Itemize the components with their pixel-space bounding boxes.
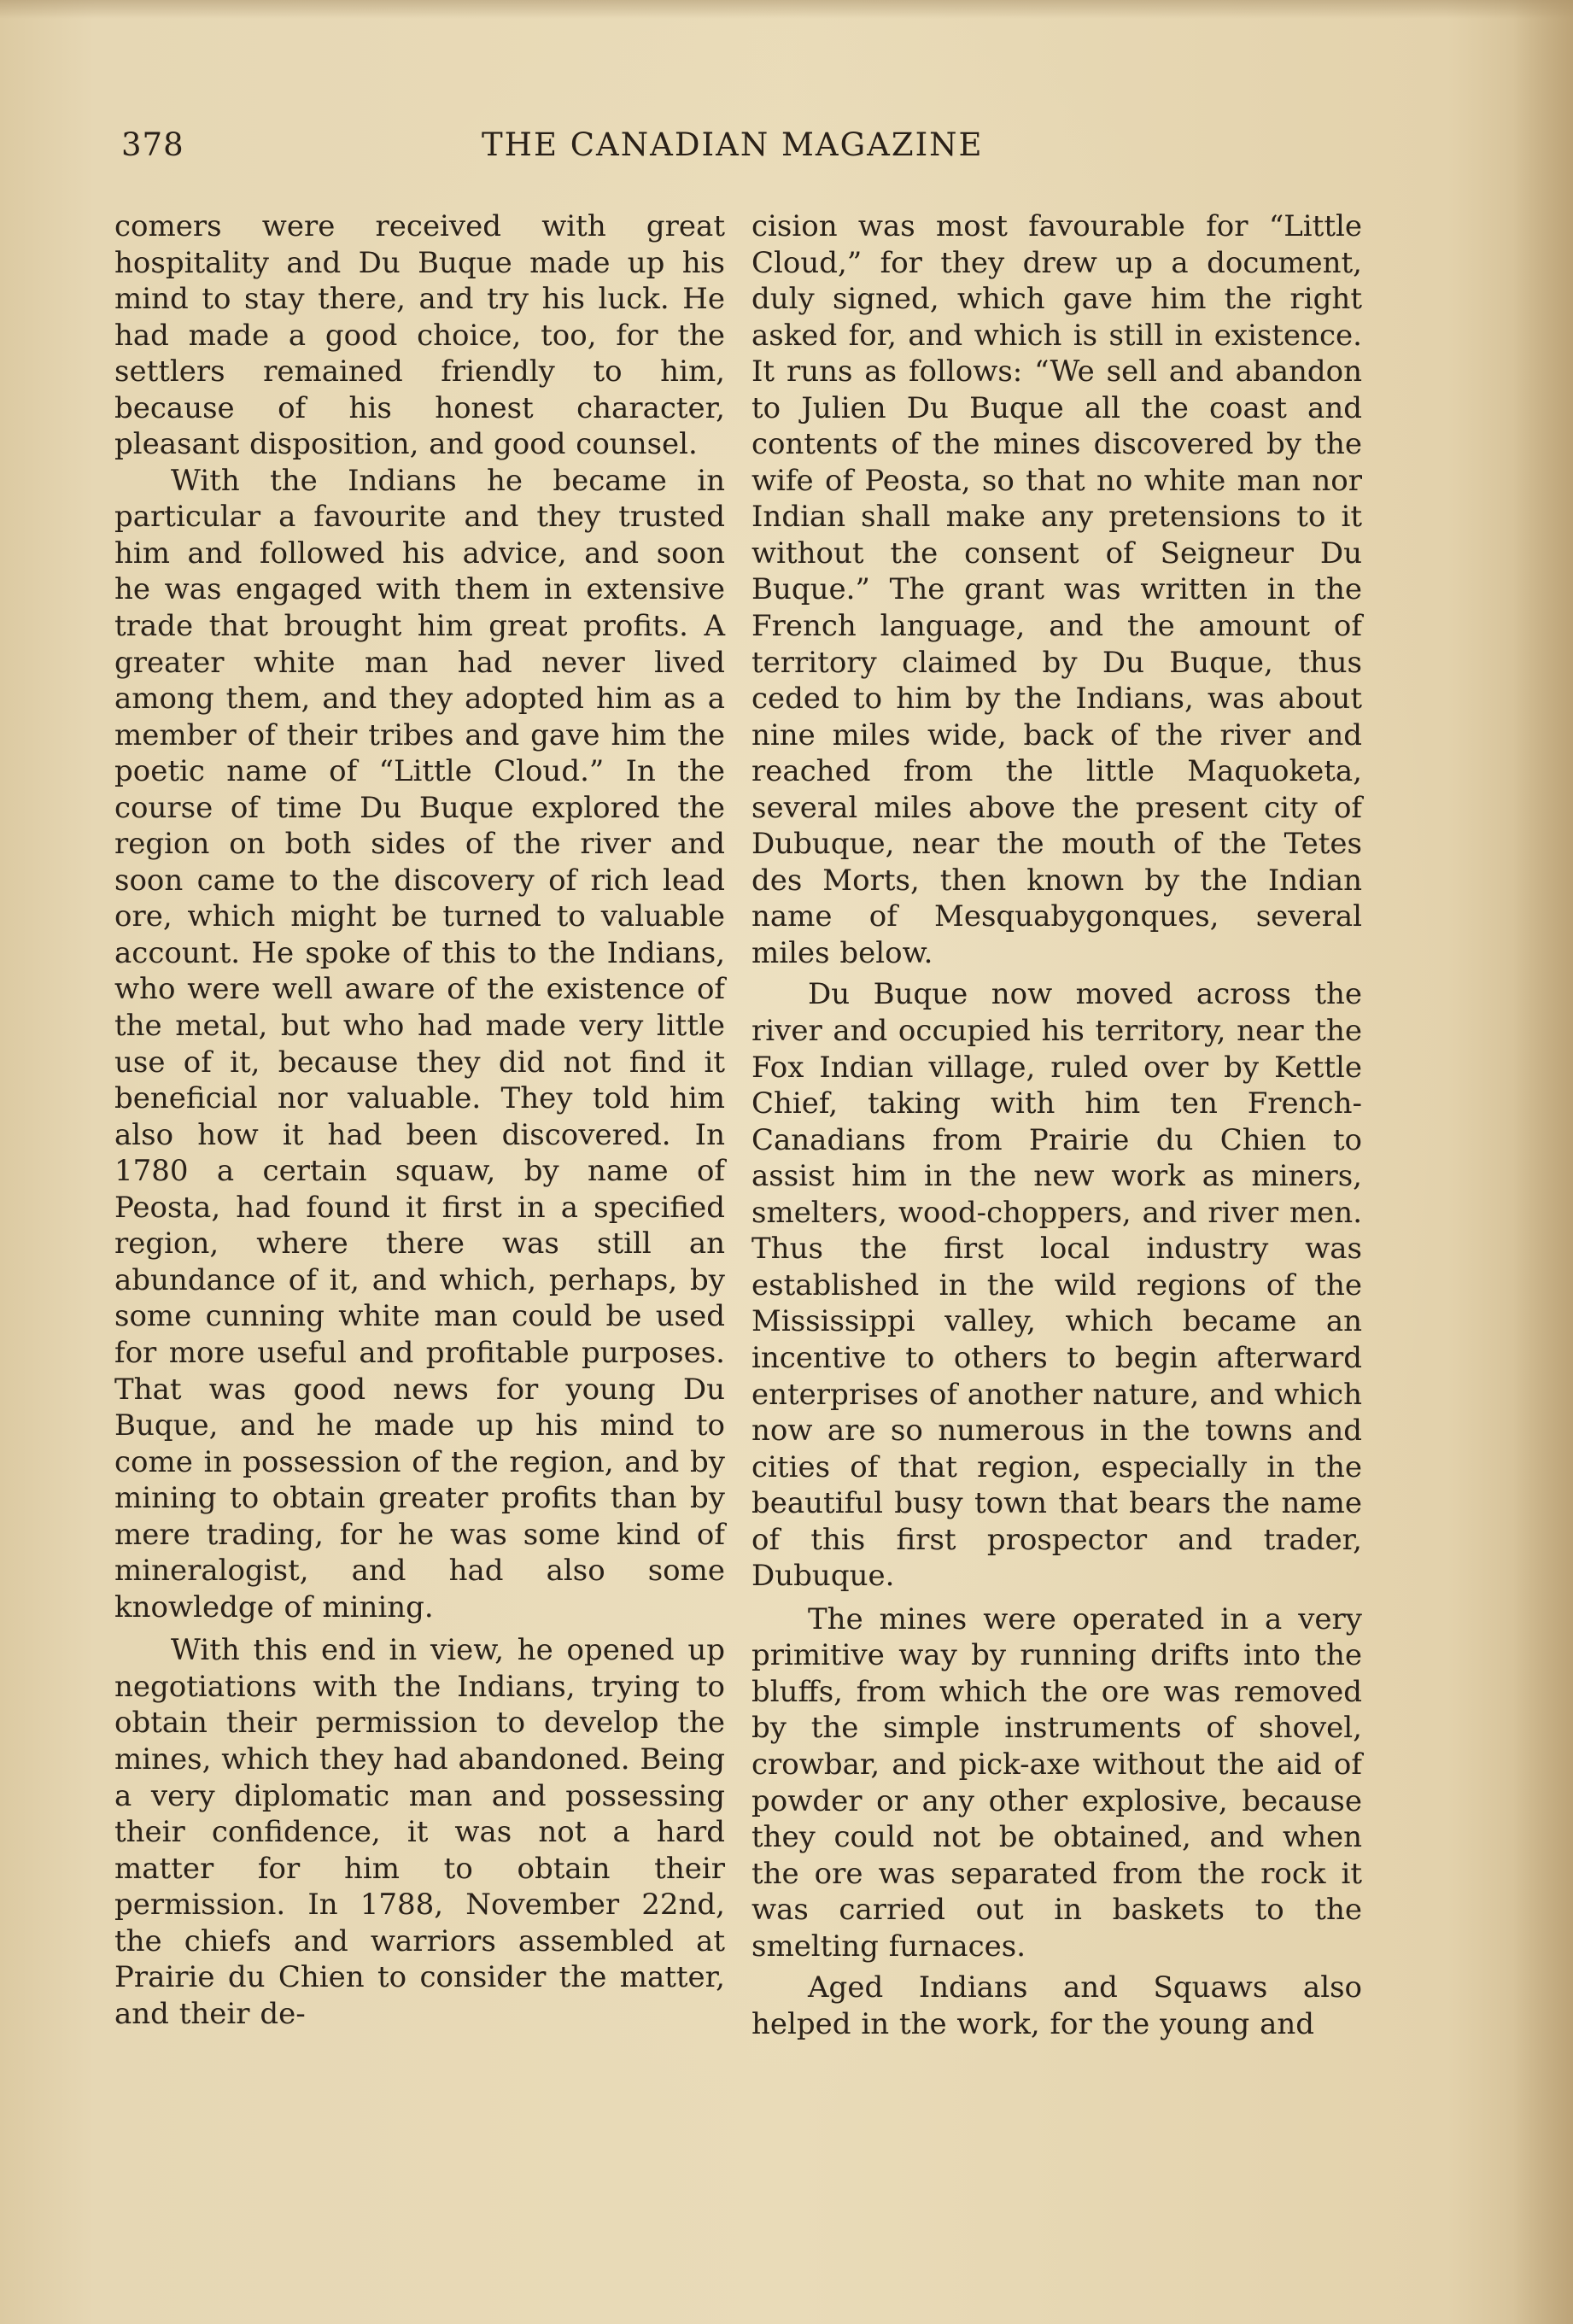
paragraph-negotiations: With this end in view, he opened up negotiations with the Indians, trying to obtain their permission to develop the mines, which they had abandoned. Being a very diplomatic man and possessing their confidence, it was not a hard matter for him to obtain their permission. In 1788, November 22nd, the chiefs and warriors assembled at Prairie du Chien to consider the matter, and their de- [114, 1633, 725, 2031]
page-number: 378 [121, 126, 184, 163]
running-head [0, 123, 1573, 167]
paragraph-continued: comers were received with great hospitality and Du Buque made up his mind to stay there, and try his luck. He had made a good choice, too, for the settlers remained friendly to him, because of his honest character, pleasant disposition, and good counsel. [114, 209, 725, 462]
paragraph-aged-indians: Aged Indians and Squaws also helped in the work, for the young and [751, 1970, 1362, 2041]
paragraph-indians: With the Indians he became in particular a favourite and they trusted him and followed his advice, and soon he was engaged with them in extensive trade that brought him great profits. A greater white man had never lived among them, and they adopted him as a member of their tribes and gave him the poetic name of “Little Cloud.” In the course of time Du Buque explored the region on both sides of the river and soon came to the discovery of rich lead ore, which might be turned to valuable account. He spoke of this to the Indians, who were well aware of the existence of the metal, but who had made very little use of it, because they did not find it beneficial nor valuable. They told him also how it had been discovered. In 1780 a certain squaw, by name of Peosta, had found it first in a specified region, where there was still an abundance of it, and which, perhaps, by some cunning white man could be used for more useful and profitable purposes. That was good news for young Du Buque, and he made up his mind to come in possession of the region, and by mining to obtain greater profits than by mere trading, for he was some kind of mineralogist, and had also some knowledge of mining. [114, 463, 725, 1624]
paragraph-mines: The mines were operated in a very primitive way by running drifts into the bluffs, from which the ore was removed by the simple instruments of shovel, crowbar, and pick-axe without the aid of powder or any other explosive, because they could not be obtained, and when the ore was separated from the rock it was carried out in baskets to the smelting furnaces. [751, 1601, 1362, 1964]
right-column [751, 208, 1362, 2042]
paragraph-grant: cision was most favourable for “Little Cloud,” for they drew up a document, duly signed, which gave him the right asked for, and which is still in existence. It runs as follows: “We sell and abandon to Julien Du Buque all the coast and contents of the mines discovered by the wife of Peosta, so that no white man nor Indian shall make any pretensions to it without the consent of Seigneur Du Buque.” The grant was written in the French language, and the amount of territory claimed by Du Buque, thus ceded to him by the Indians, was about nine miles wide, back of the river and reached from the little Maquoketa, several miles above the present city of Dubuque, near the mouth of the Tetes des Morts, then known by the Indian name of Mesquabygonques, several miles below. [751, 209, 1362, 970]
page-edge-shadow [1513, 0, 1573, 2324]
journal-title: THE CANADIAN MAGAZINE [482, 126, 984, 163]
page-top-shadow [0, 0, 1573, 19]
paragraph-settlement: Du Buque now moved across the river and occupied his territory, near the Fox Indian village, ruled over by Kettle Chief, taking with him ten French-Canadians from Prairie du Chien to assist him in the new work as miners, smelters, wood-choppers, and river men. Thus the first local industry was established in the wild regions of the Mississippi valley, which became an incentive to others to begin afterward enterprises of another nature, and which now are so numerous in the towns and cities of that region, especially in the beautiful busy town that bears the name of this first prospector and trader, Dubuque. [751, 977, 1362, 1594]
left-column [114, 208, 725, 2032]
